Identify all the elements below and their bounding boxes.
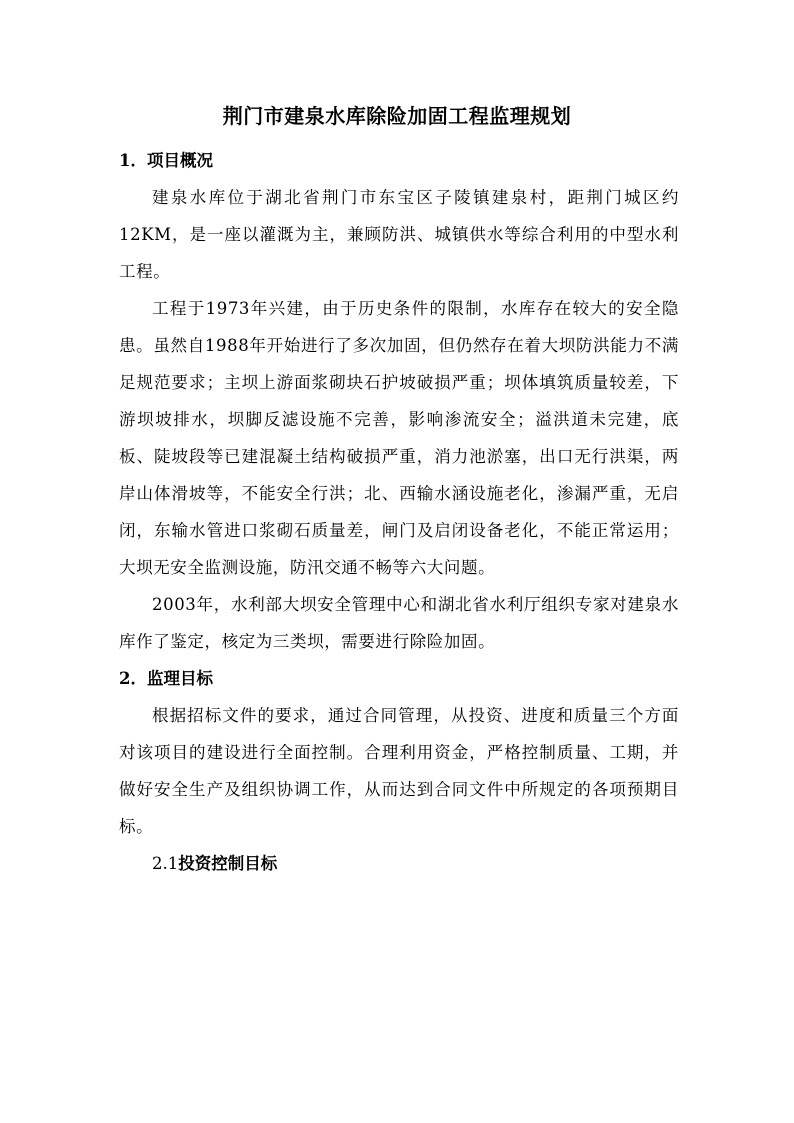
- paragraph-overview-appraisal: 2003年，水利部大坝安全管理中心和湖北省水利厅组织专家对建泉水库作了鉴定，核定为三类坝，需要进行除险加固。: [119, 595, 679, 651]
- subsection-label: 投资控制目标: [178, 854, 278, 873]
- subsection-heading-investment: [119, 845, 679, 882]
- section-heading-overview: 1．项目概况: [119, 151, 213, 170]
- section-heading-objectives: 2．监理目标: [119, 669, 213, 688]
- paragraph-overview-location: 建泉水库位于湖北省荆门市东宝区子陵镇建泉村，距荆门城区约12KM，是一座以灌溉为主，兼顾防洪、城镇供水等综合利用的中型水利工程。: [119, 188, 679, 281]
- paragraph-objectives: 根据招标文件的要求，通过合同管理，从投资、进度和质量三个方面对该项目的建设进行全面控制。合理利用资金，严格控制质量、工期，并做好安全生产及组织协调工作，从而达到合同文件中所规定的各项预期目标。: [119, 706, 679, 836]
- subsection-number: 2.1: [152, 854, 179, 873]
- document-title: 荆门市建泉水库除险加固工程监理规划: [222, 104, 572, 128]
- paragraph-overview-history: 工程于1973年兴建，由于历史条件的限制，水库存在较大的安全隐患。虽然自1988年开始进行了多次加固，但仍然存在着大坝防洪能力不满足规范要求；主坝上游面浆砌块石护坡破损严重；坝体填筑质量较差，下游坝坡排水，坝脚反滤设施不完善，影响渗流安全；溢洪道未完建，底板、陡坡段等已建混凝土结构破损严重，消力池淤塞，出口无行洪渠，两岸山体滑坡等，不能安全行洪；北、西输水涵设施老化，渗漏严重，无启闭，东输水管进口浆砌石质量差，闸门及启闭设备老化，不能正常运用；大坝无安全监测设施，防汛交通不畅等六大问题。: [119, 299, 679, 577]
- document-body: [119, 142, 679, 882]
